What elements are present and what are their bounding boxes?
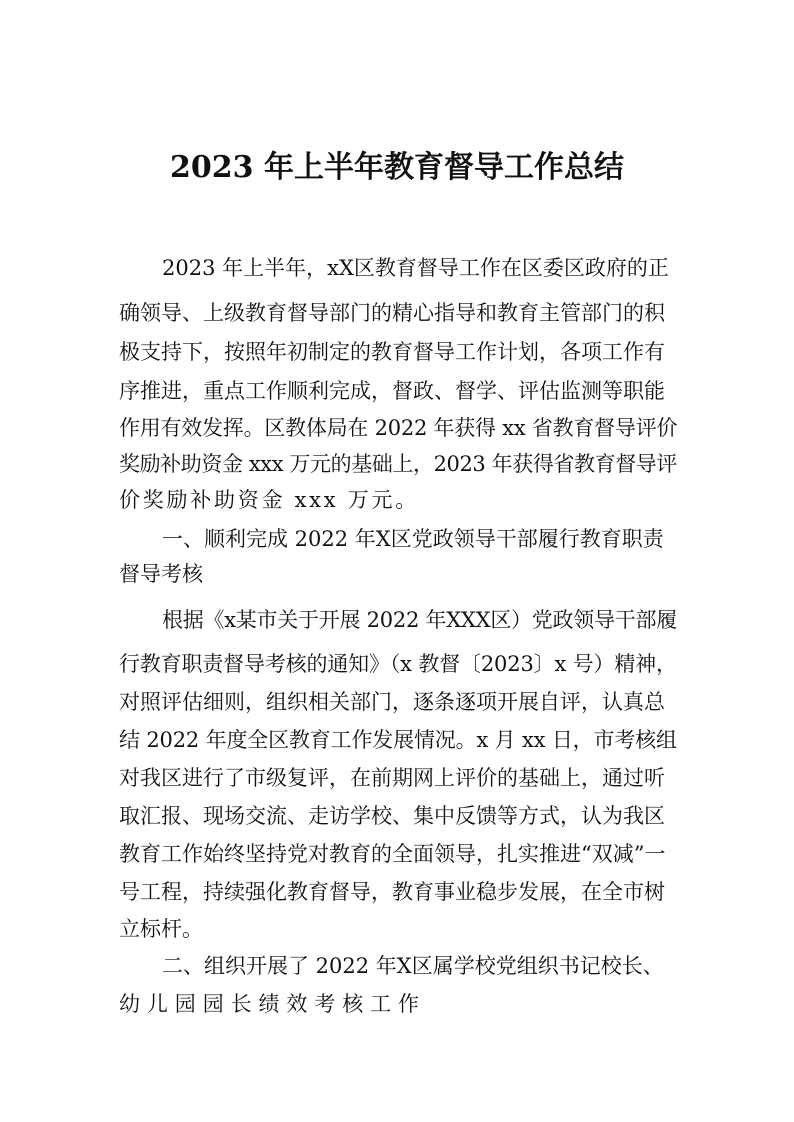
section-heading-line: 督导考核 — [119, 562, 203, 586]
paragraph-line: 极支持下，按照年初制定的教育督导工作计划，各项工作有 — [119, 340, 665, 364]
paragraph-line: 奖励补助资金 xxx 万元的基础上，2023 年获得省教育督导评 — [119, 452, 677, 476]
paragraph-line: 2023 年上半年，xX区教育督导工作在区委区政府的正 — [162, 256, 669, 280]
document-title: 2023 年上半年教育督导工作总结 — [170, 150, 624, 185]
paragraph-line: 对照评估细则，组织相关部门，逐条逐项开展自评，认真总 — [119, 690, 665, 714]
paragraph-line: 结 2022 年度全区教育工作发展情况。x 月 xx 日，市考核组 — [119, 728, 677, 752]
paragraph-line: 取汇报、现场交流、走访学校、集中反馈等方式，认为我区 — [119, 804, 665, 828]
section-heading-line: 一、顺利完成 2022 年X区党政领导干部履行教育职责 — [162, 527, 664, 551]
section-heading-line: 二、组织开展了 2022 年X区属学校党组织书记校长、 — [162, 954, 664, 978]
paragraph-line: 教育工作始终坚持党对教育的全面领导，扎实推进“双减”一 — [119, 842, 666, 866]
paragraph-line: 行教育职责督导考核的通知》（x 教督〔2023〕x 号）精神， — [119, 652, 677, 676]
section-heading-line: 幼儿园园长绩效考核工作 — [119, 992, 426, 1016]
paragraph-line: 立标杆。 — [119, 917, 203, 941]
paragraph-line: 确领导、上级教育督导部门的精心指导和教育主管部门的积 — [119, 301, 665, 325]
paragraph-line: 作用有效发挥。区教体局在 2022 年获得 xx 省教育督导评价 — [119, 416, 678, 440]
paragraph-line: 号工程，持续强化教育督导，教育事业稳步发展，在全市树 — [119, 880, 665, 904]
paragraph-line: 根据《x某市关于开展 2022 年XXX区）党政领导干部履 — [162, 608, 677, 632]
paragraph-line: 价奖励补助资金 xxx 万元。 — [119, 488, 419, 512]
paragraph-line: 序推进，重点工作顺利完成，督政、督学、评估监测等职能 — [119, 379, 665, 403]
paragraph-line: 对我区进行了市级复评，在前期网上评价的基础上，通过听 — [119, 766, 665, 790]
